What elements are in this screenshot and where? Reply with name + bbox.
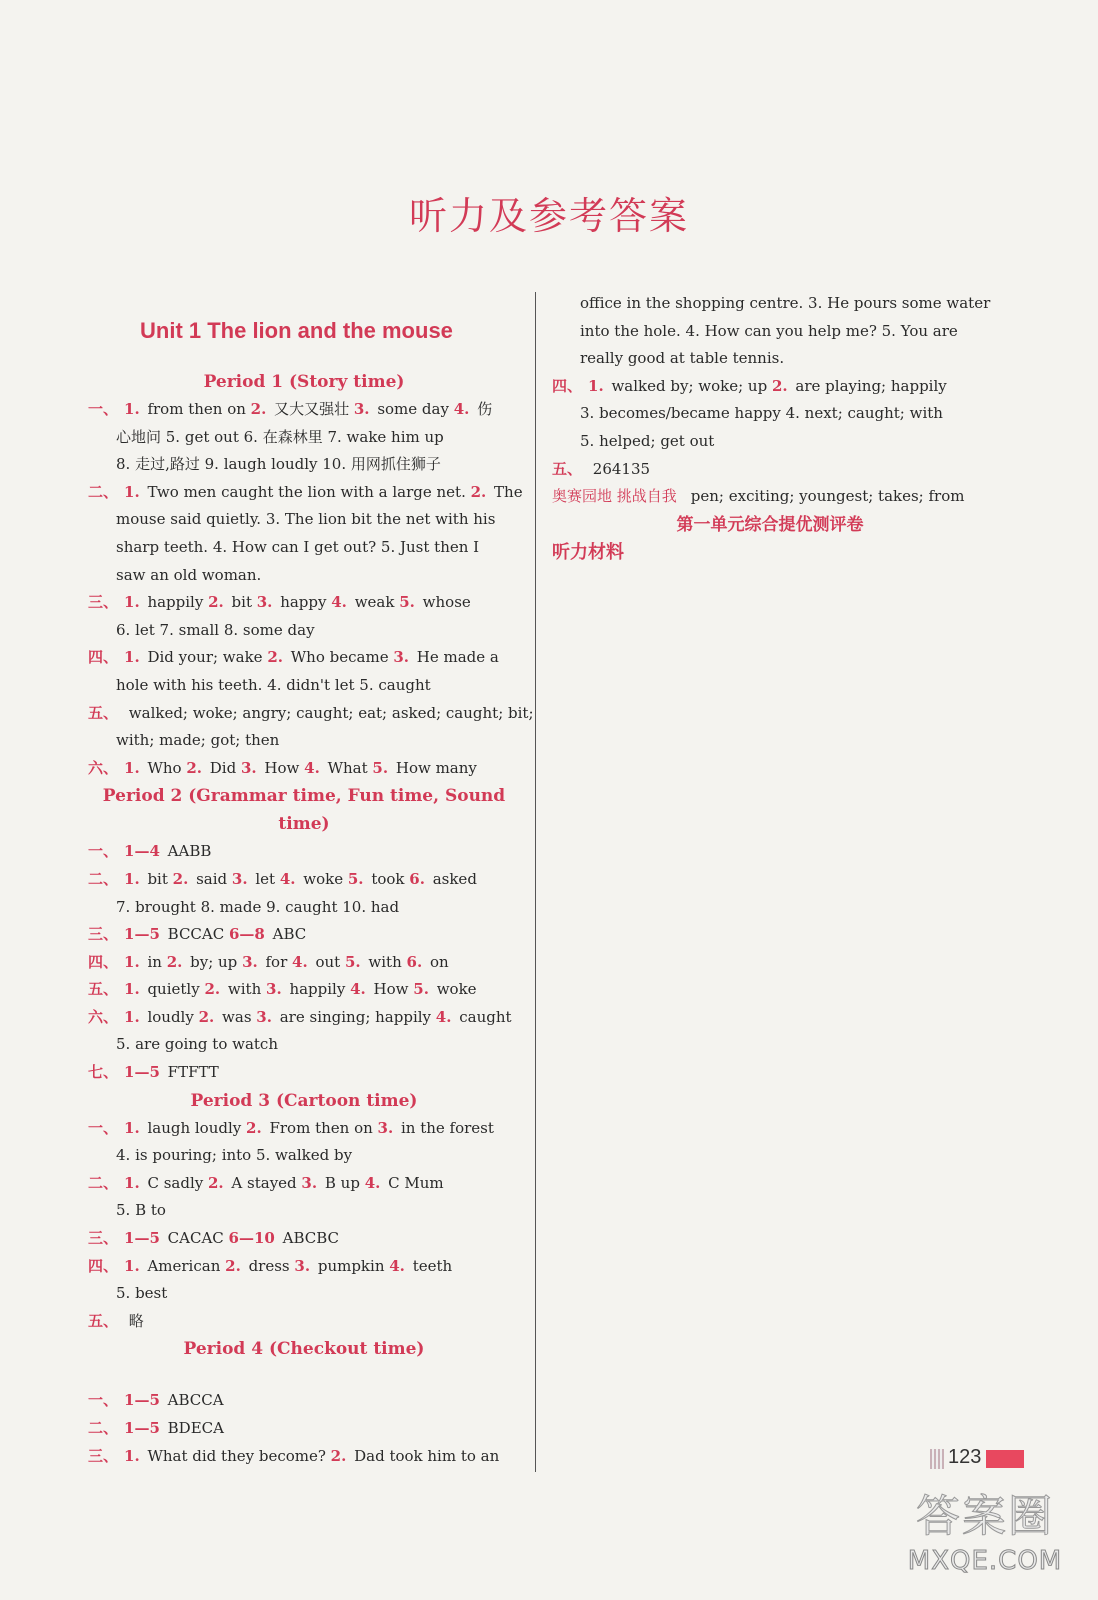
answer-line [88, 1059, 520, 1087]
question-group-label: 三、 [88, 1229, 119, 1248]
question-number: 3. [353, 400, 370, 418]
answer-text: What did they become? [142, 1446, 331, 1465]
answer-text: out [310, 952, 345, 971]
question-number: 1—5 [124, 925, 160, 944]
answer-text: with [363, 952, 407, 971]
answer-text: ABCCA [162, 1391, 224, 1410]
answer-text: C Mum [383, 1173, 444, 1192]
answer-line [88, 1170, 520, 1198]
question-number: 2. [207, 1173, 224, 1192]
question-group-label: 六、 [88, 1007, 119, 1026]
section-heading: Period 1 (Story time) [203, 372, 405, 392]
answer-line: 5. helped; get out [580, 431, 715, 450]
question-group-label: 一、 [88, 1391, 119, 1410]
question-number: 4. [279, 869, 296, 888]
question-number: 2. [267, 648, 283, 667]
question-group-label: 五、 [88, 980, 119, 999]
answer-text: A stayed [226, 1173, 302, 1192]
answer-line [88, 396, 520, 424]
answer-text: C sadly [142, 1173, 208, 1192]
question-number: 6. [409, 869, 425, 888]
answer-text: took [366, 869, 410, 888]
question-number: 4. [389, 1256, 405, 1275]
answer-text: How [259, 758, 305, 777]
answer-line [88, 866, 520, 894]
answer-line [88, 1253, 520, 1281]
section-heading: Period 4 (Checkout time) [183, 1339, 425, 1360]
page-number [930, 1446, 1024, 1472]
answer-line: sharp teeth. 4. How can I get out? 5. Just then I [116, 537, 480, 556]
question-number: 1. [124, 1118, 140, 1137]
question-group-label: 一、 [88, 400, 119, 418]
answer-text: woke [298, 869, 348, 888]
answer-line: 心地问 5. get out 6. 在森林里 7. wake him up [116, 427, 444, 446]
question-group-label: 二、 [88, 1419, 119, 1437]
answer-text: walked by; woke; up [606, 376, 772, 395]
question-number: 5. [372, 758, 389, 777]
answer-line: office in the shopping centre. 3. He pours some water [580, 294, 991, 312]
answer-line [552, 373, 988, 401]
right-column [552, 290, 991, 566]
answer-text: 又大又强壮 [269, 400, 354, 418]
page-color-bar [986, 1450, 1024, 1468]
question-number: 2. [208, 593, 224, 612]
answer-text: 264135 [588, 459, 651, 478]
question-number: 1. [124, 952, 140, 971]
answer-text: from then on [142, 400, 251, 418]
question-number: 2. [330, 1446, 347, 1465]
question-number: 2. [225, 1256, 241, 1275]
question-number: 1—5 [124, 1063, 160, 1082]
question-number: 1. [124, 1007, 140, 1026]
answer-text: was [217, 1007, 257, 1026]
answer-text: Did [205, 758, 241, 777]
question-number: 4. [435, 1007, 452, 1026]
answer-line [88, 1308, 520, 1336]
answer-line [88, 1004, 520, 1032]
question-number: 3. [256, 593, 273, 612]
answer-line [88, 976, 520, 1004]
question-number: 1. [124, 400, 140, 418]
watermark [900, 1480, 1070, 1590]
question-number: 4. [331, 593, 347, 612]
answer-text: happy [275, 593, 332, 612]
answer-text: are playing; happily [790, 376, 947, 395]
answer-text: teeth [407, 1256, 453, 1275]
question-number: 1. [124, 593, 140, 612]
answer-line [552, 456, 988, 484]
question-number: 2. [198, 1007, 215, 1026]
question-number: 5. [347, 869, 364, 888]
answer-text: FTFTT [162, 1063, 219, 1082]
question-group-label: 二、 [88, 482, 119, 501]
answer-line [88, 755, 520, 783]
answer-line [88, 700, 534, 728]
answer-text: happily [142, 593, 209, 612]
answer-text: 略 [124, 1311, 144, 1330]
question-number: 5. [413, 980, 429, 999]
section-heading: Period 2 (Grammar time, Fun time, Sound time) [102, 786, 506, 835]
question-number: 1. [124, 648, 140, 667]
answer-text: CACAC [162, 1229, 229, 1248]
spacer [88, 1363, 520, 1387]
question-group-label: 四、 [88, 648, 119, 667]
answer-text: for [260, 952, 293, 971]
answer-line: saw an old woman. [116, 565, 262, 584]
question-number: 3. [256, 1007, 272, 1026]
page-number-text: 123 [948, 1446, 982, 1468]
answer-text: asked [427, 869, 477, 888]
question-number: 3. [393, 648, 410, 667]
page-tab-marker [930, 1449, 944, 1469]
answer-text: He made a [412, 648, 499, 667]
section-heading: Period 3 (Cartoon time) [190, 1090, 418, 1111]
question-number: 3. [242, 952, 258, 971]
answer-line [88, 838, 520, 866]
answer-text: bit [226, 593, 257, 612]
question-number: 4. [304, 758, 320, 777]
answer-text: ABCBC [277, 1229, 340, 1248]
answer-line [88, 1225, 520, 1253]
answer-text: bit [142, 869, 173, 888]
answer-line [88, 1387, 520, 1415]
answer-line: 5. are going to watch [116, 1035, 278, 1054]
question-number: 1. [124, 1256, 140, 1275]
answer-text: ABC [267, 925, 307, 944]
question-number: 4. [364, 1173, 381, 1192]
answer-line: 5. best [116, 1284, 168, 1303]
answer-line: with; made; got; then [116, 731, 280, 750]
answer-line [88, 589, 520, 617]
question-number: 1. [124, 1446, 140, 1465]
answer-text: laugh loudly [142, 1118, 247, 1137]
question-number: 1—5 [124, 1391, 160, 1410]
question-number: 6—10 [228, 1229, 275, 1248]
answer-text: AABB [162, 842, 212, 861]
left-column [88, 290, 534, 1470]
answer-line [88, 479, 523, 507]
answer-line [88, 949, 520, 977]
answer-text: caught [454, 1007, 512, 1026]
question-number: 2. [186, 758, 203, 777]
answer-text: dress [243, 1256, 295, 1275]
question-group-label: 五、 [88, 1311, 119, 1330]
answer-line [88, 1115, 520, 1143]
section-heading: 听力材料 [552, 541, 624, 563]
question-number: 1—5 [124, 1419, 160, 1437]
question-number: 4. [350, 980, 366, 999]
answer-text: How many [391, 758, 477, 777]
answer-text: with [223, 980, 267, 999]
question-group-label: 三、 [88, 1446, 119, 1465]
question-number: 5. [399, 593, 415, 612]
answer-text: American [142, 1256, 226, 1275]
question-number: 1. [124, 482, 140, 501]
question-number: 2. [166, 952, 183, 971]
brand-label: 奥赛园地 挑战自我 [552, 487, 677, 506]
answer-text: in the forest [396, 1118, 494, 1137]
question-group-label: 三、 [88, 593, 119, 612]
question-number: 1. [588, 376, 604, 395]
answer-text: are singing; happily [274, 1007, 436, 1026]
answer-text: by; up [185, 952, 243, 971]
question-number: 2. [172, 869, 189, 888]
watermark-url: MXQE.COM [907, 1546, 1063, 1576]
question-number: 2. [250, 400, 267, 418]
answer-text: BDECA [162, 1419, 224, 1437]
column-divider [535, 292, 536, 1472]
answer-text: loudly [142, 1007, 199, 1026]
answer-text: From then on [264, 1118, 378, 1137]
answer-text: walked; woke; angry; caught; eat; asked; caught; bit; [124, 703, 534, 722]
question-group-label: 七、 [88, 1063, 119, 1082]
question-number: 3. [294, 1256, 311, 1275]
answer-text: The [489, 482, 523, 501]
answer-line: 7. brought 8. made 9. caught 10. had [116, 897, 400, 916]
answer-line: really good at table tennis. [580, 349, 785, 368]
answer-text: Two men caught the lion with a large net. [142, 482, 471, 501]
question-group-label: 二、 [88, 869, 119, 888]
question-number: 3. [301, 1173, 318, 1192]
question-number: 1. [124, 869, 140, 888]
unit-title: Unit 1 The lion and the mouse [140, 318, 453, 343]
question-number: 5. [344, 952, 361, 971]
answer-text: Who [142, 758, 187, 777]
question-group-label: 二、 [88, 1173, 119, 1192]
answer-text: on [425, 952, 449, 971]
answer-text: Did your; wake [142, 648, 268, 667]
question-number: 1. [124, 1173, 140, 1192]
question-group-label: 一、 [88, 1118, 119, 1137]
answer-text: let [250, 869, 280, 888]
question-number: 2. [204, 980, 221, 999]
question-group-label: 五、 [552, 459, 583, 478]
answer-text: Who became [286, 648, 394, 667]
question-group-label: 四、 [88, 952, 119, 971]
answer-text: happily [284, 980, 351, 999]
answer-line: 5. B to [116, 1201, 166, 1220]
question-number: 1. [124, 758, 140, 777]
question-number: 6. [406, 952, 423, 971]
question-number: 4. [292, 952, 308, 971]
answer-line: hole with his teeth. 4. didn't let 5. caught [116, 675, 431, 694]
question-number: 3. [266, 980, 282, 999]
section-heading: 第一单元综合提优测评卷 [676, 514, 864, 535]
answer-line: 4. is pouring; into 5. walked by [116, 1146, 353, 1165]
answer-line [88, 921, 520, 949]
answer-text: pen; exciting; youngest; takes; from [690, 487, 965, 506]
question-number: 1—5 [124, 1229, 160, 1248]
answer-text: some day [372, 400, 454, 418]
question-group-label: 五、 [88, 703, 119, 722]
answer-line: into the hole. 4. How can you help me? 5. You are [580, 321, 958, 340]
watermark-logo: 答案圈 [916, 1491, 1054, 1542]
answer-text: quietly [142, 980, 205, 999]
answer-text: pumpkin [313, 1256, 390, 1275]
answer-text: Dad took him to an [349, 1446, 500, 1465]
answer-line: 6. let 7. small 8. some day [116, 620, 315, 639]
question-group-label: 四、 [552, 376, 583, 395]
question-number: 1. [124, 980, 140, 999]
answer-text: in [142, 952, 167, 971]
question-number: 2. [246, 1118, 262, 1137]
question-number: 6—8 [229, 925, 265, 944]
answer-text: woke [431, 980, 477, 999]
page-title: 听力及参考答案 [408, 194, 689, 238]
answer-line [88, 1443, 520, 1471]
question-number: 2. [470, 482, 487, 501]
answer-text: How [368, 980, 414, 999]
question-group-label: 四、 [88, 1256, 119, 1275]
answer-line [88, 1415, 520, 1443]
answer-line [552, 483, 988, 511]
question-group-label: 一、 [88, 842, 119, 861]
question-group-label: 六、 [88, 758, 119, 777]
answer-line: 3. becomes/became happy 4. next; caught; with [580, 404, 943, 423]
question-number: 3. [377, 1118, 394, 1137]
answer-text: weak [349, 593, 400, 612]
answer-line: 8. 走过,路过 9. laugh loudly 10. 用网抓住狮子 [116, 455, 441, 474]
question-number: 3. [240, 758, 257, 777]
answer-text: BCCAC [162, 925, 229, 944]
question-number: 1—4 [124, 842, 160, 861]
answer-text: 伤 [472, 400, 493, 418]
question-number: 3. [231, 869, 248, 888]
question-group-label: 三、 [88, 925, 119, 944]
question-number: 2. [771, 376, 788, 395]
answer-line [88, 644, 520, 672]
answer-text: said [191, 869, 232, 888]
answer-text: whose [417, 593, 471, 612]
question-number: 4. [453, 400, 470, 418]
answer-text: B up [320, 1173, 365, 1192]
answer-text: What [322, 758, 373, 777]
answer-line: mouse said quietly. 3. The lion bit the net with his [116, 510, 496, 529]
